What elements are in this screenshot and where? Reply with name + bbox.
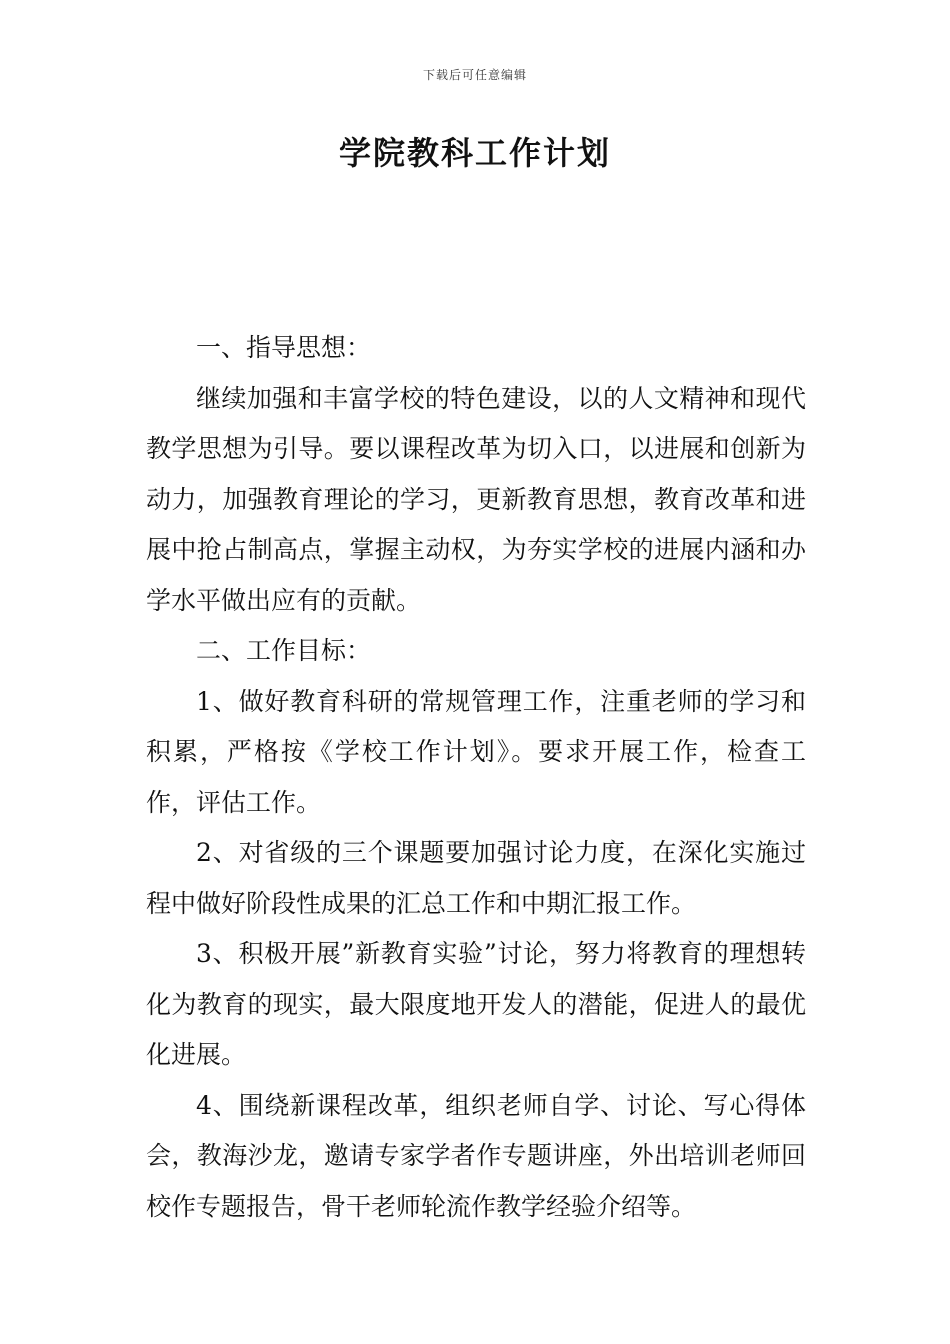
paragraph-goal-1: 1、做好教育科研的常规管理工作，注重老师的学习和积累，严格按《学校工作计划》。要求开展工作，检查工作，评估工作。 xyxy=(146,686,806,817)
paragraph-guiding-ideology: 继续加强和丰富学校的特色建设，以的人文精神和现代教学思想为引导。要以课程改革为切入口，以进展和创新为动力，加强教育理论的学习，更新教育思想，教育改革和进展中抢占制高点，掌握主动权，为夯实学校的进展内涵和办学水平做出应有的贡献。 xyxy=(146,383,806,615)
paragraph-goal-4: 4、围绕新课程改革，组织老师自学、讨论、写心得体会，教海沙龙，邀请专家学者作专题讲座，外出培训老师回校作专题报告，骨干老师轮流作教学经验介绍等。 xyxy=(146,1090,806,1221)
document-body xyxy=(146,323,806,1232)
section-heading-guiding-ideology: 一、指导思想： xyxy=(196,333,372,362)
paragraph-goal-3: 3、积极开展”新教育实验”讨论，努力将教育的理想转化为教育的现实，最大限度地开发人的潜能，促进人的最优化进展。 xyxy=(146,939,806,1069)
header-note: 下载后可任意编辑 xyxy=(422,68,527,82)
paragraph-goal-2: 2、对省级的三个课题要加强讨论力度，在深化实施过程中做好阶段性成果的汇总工作和中期汇报工作。 xyxy=(146,838,806,918)
document-title: 学院教科工作计划 xyxy=(338,134,611,172)
section-heading-work-goals: 二、工作目标： xyxy=(196,636,372,665)
